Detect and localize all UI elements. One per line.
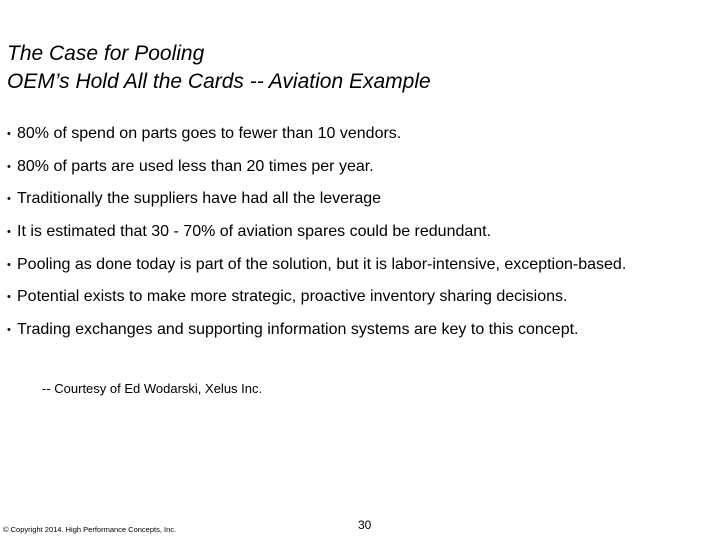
bullet-item — [7, 216, 626, 249]
bullet-text: Traditionally the suppliers have had all the leverage — [17, 190, 382, 208]
bullet-text: Pooling as done today is part of the solution, but it is labor-intensive, exception-based. — [17, 255, 627, 273]
bullet-text: Trading exchanges and supporting information systems are key to this concept. — [17, 321, 579, 339]
bullet-marker: • — [7, 291, 11, 304]
bullet-marker: • — [7, 258, 11, 271]
slide-title-line-1: The Case for Pooling — [7, 42, 205, 65]
bullet-marker: • — [7, 160, 11, 173]
bullet-item — [7, 183, 626, 216]
bullet-list — [7, 118, 626, 347]
bullet-item — [7, 314, 626, 347]
bullet-text: 80% of spend on parts goes to fewer than 10 vendors. — [17, 125, 402, 142]
slide-title — [7, 40, 431, 96]
slide-title-line-2: OEM’s Hold All the Cards -- Aviation Example — [7, 70, 431, 93]
bullet-item — [7, 151, 626, 184]
bullet-marker: • — [7, 324, 11, 337]
bullet-item — [7, 249, 626, 282]
bullet-marker: • — [7, 193, 11, 206]
copyright-notice: © Copyright 2014. High Performance Concepts, Inc. — [3, 525, 177, 534]
bullet-text: It is estimated that 30 - 70% of aviation spares could be redundant. — [17, 223, 492, 241]
bullet-item — [7, 118, 626, 151]
bullet-marker: • — [7, 128, 11, 140]
page-number: 30 — [358, 518, 372, 532]
bullet-text: 80% of parts are used less than 20 times per year. — [17, 157, 374, 175]
bullet-text: Potential exists to make more strategic, proactive inventory sharing decisions. — [17, 288, 568, 306]
bullet-marker: • — [7, 226, 11, 239]
bullet-item — [7, 281, 626, 314]
courtesy-note: -- Courtesy of Ed Wodarski, Xelus Inc. — [42, 381, 263, 396]
